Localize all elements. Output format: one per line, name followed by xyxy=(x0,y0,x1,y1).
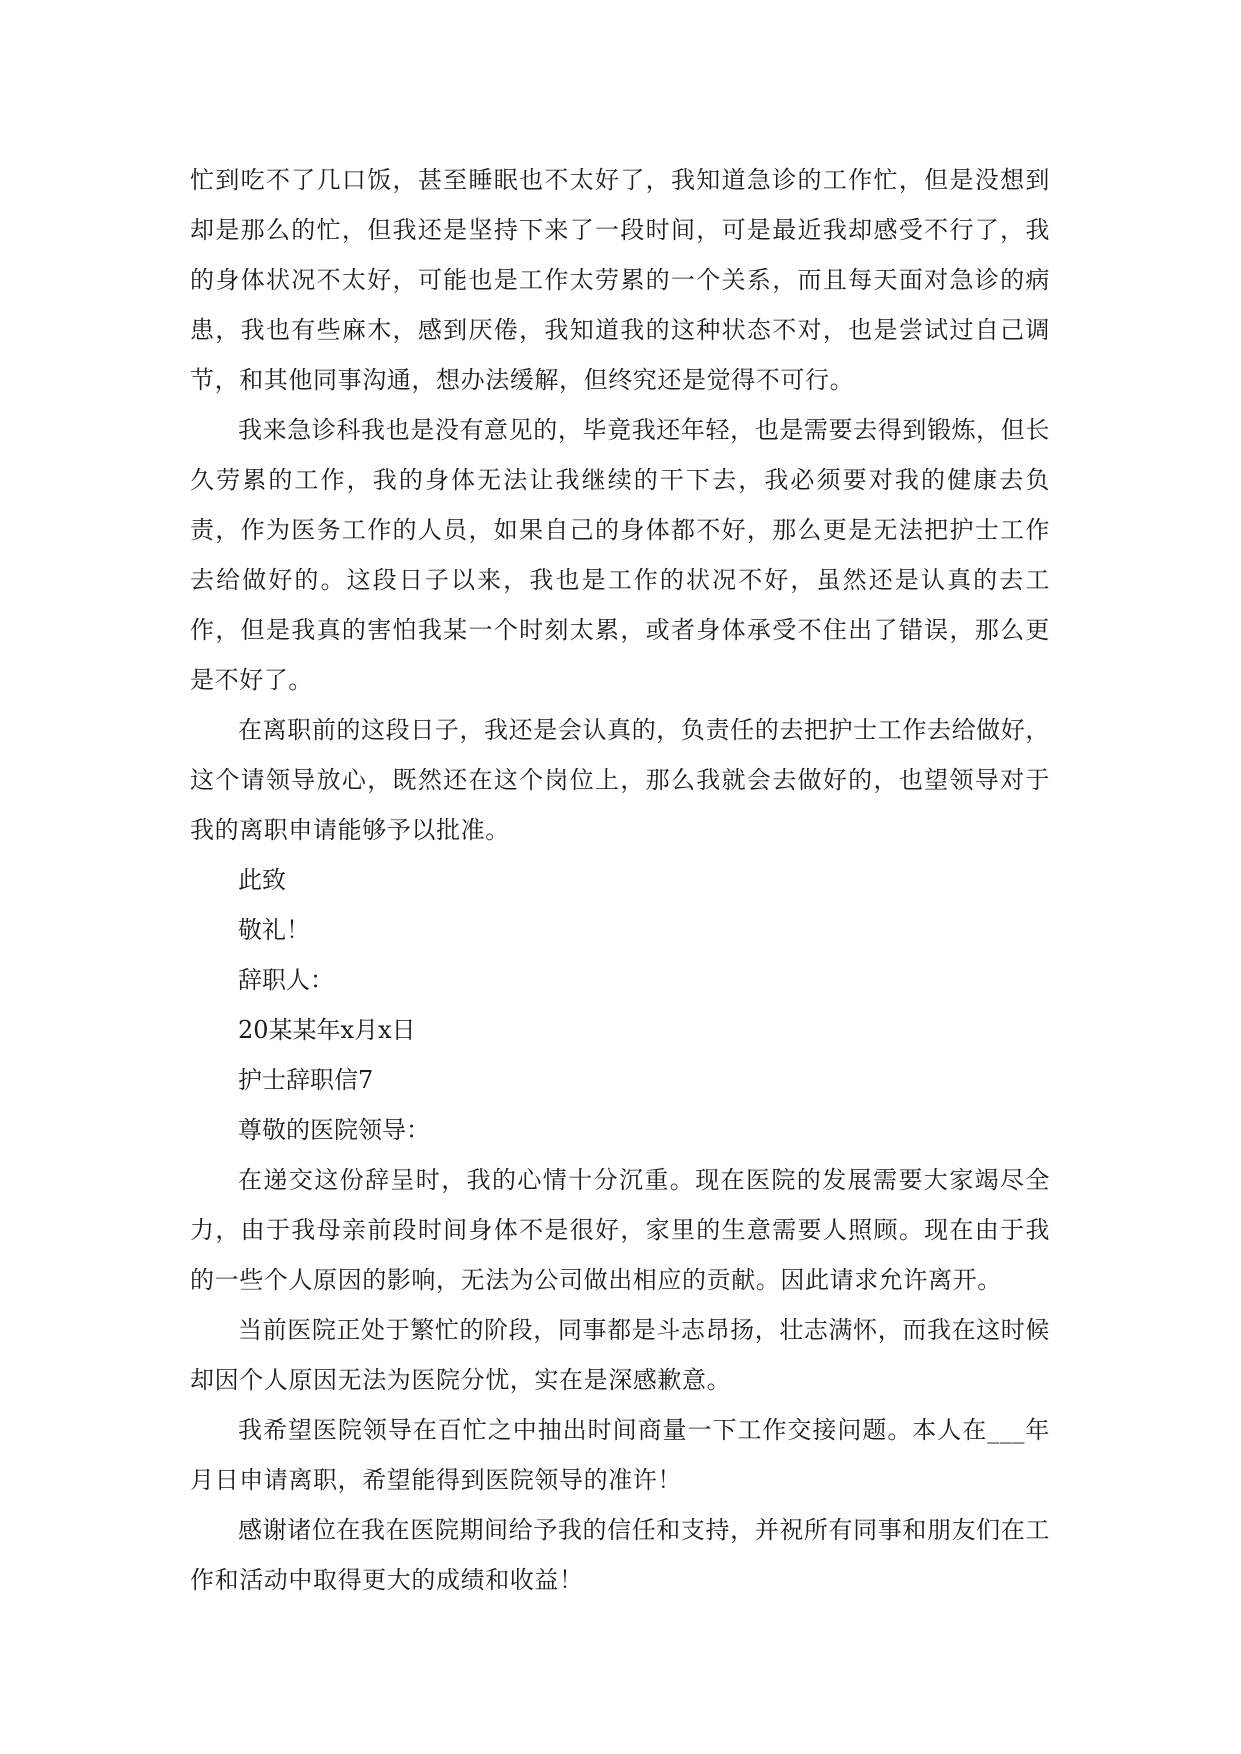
section-title: 护士辞职信7 xyxy=(238,1066,374,1094)
signature-label: 辞职人： xyxy=(238,966,334,994)
paragraph: 在离职前的这段日子，我还是会认真的，负责任的去把护士工作去给做好，这个请领导放心，既然还在这个岗位上，那么我就会去做好的，也望领导对于我的离职申请能够予以批准。 xyxy=(190,716,1050,844)
paragraph: 感谢诸位在我在医院期间给予我的信任和支持，并祝所有同事和朋友们在工作和活动中取得更大的成绩和收益！ xyxy=(190,1516,1050,1594)
letter-body xyxy=(190,155,1050,1605)
closing-salutation: 此致 xyxy=(238,866,286,894)
letter-date: 20某某年x月x日 xyxy=(238,1016,416,1044)
paragraph: 我来急诊科我也是没有意见的，毕竟我还年轻，也是需要去得到锻炼，但长久劳累的工作，我的身体无法让我继续的干下去，我必须要对我的健康去负责，作为医务工作的人员，如果自己的身体都不好，那么更是无法把护士工作去给做好的。这段日子以来，我也是工作的状况不好，虽然还是认真的去工作，但是我真的害怕我某一个时刻太累，或者身体承受不住出了错误，那么更是不好了。 xyxy=(190,416,1050,694)
greeting: 尊敬的医院领导： xyxy=(238,1116,430,1144)
paragraph: 在递交这份辞呈时，我的心情十分沉重。现在医院的发展需要大家竭尽全力，由于我母亲前段时间身体不是很好，家里的生意需要人照顾。现在由于我的一些个人原因的影响，无法为公司做出相应的贡献。因此请求允许离开。 xyxy=(190,1166,1050,1294)
paragraph-continued: 忙到吃不了几口饭，甚至睡眠也不太好了，我知道急诊的工作忙，但是没想到却是那么的忙，但我还是坚持下来了一段时间，可是最近我却感受不行了，我的身体状况不太好，可能也是工作太劳累的一个关系，而且每天面对急诊的病患，我也有些麻木，感到厌倦，我知道我的这种状态不对，也是尝试过自己调节，和其他同事沟通，想办法缓解，但终究还是觉得不可行。 xyxy=(190,166,1050,394)
paragraph: 我希望医院领导在百忙之中抽出时间商量一下工作交接问题。本人在___年月日申请离职，希望能得到医院领导的准许！ xyxy=(190,1416,1050,1494)
paragraph: 当前医院正处于繁忙的阶段，同事都是斗志昂扬，壮志满怀，而我在这时候却因个人原因无法为医院分忧，实在是深感歉意。 xyxy=(190,1316,1050,1394)
closing-regards: 敬礼！ xyxy=(238,916,310,944)
